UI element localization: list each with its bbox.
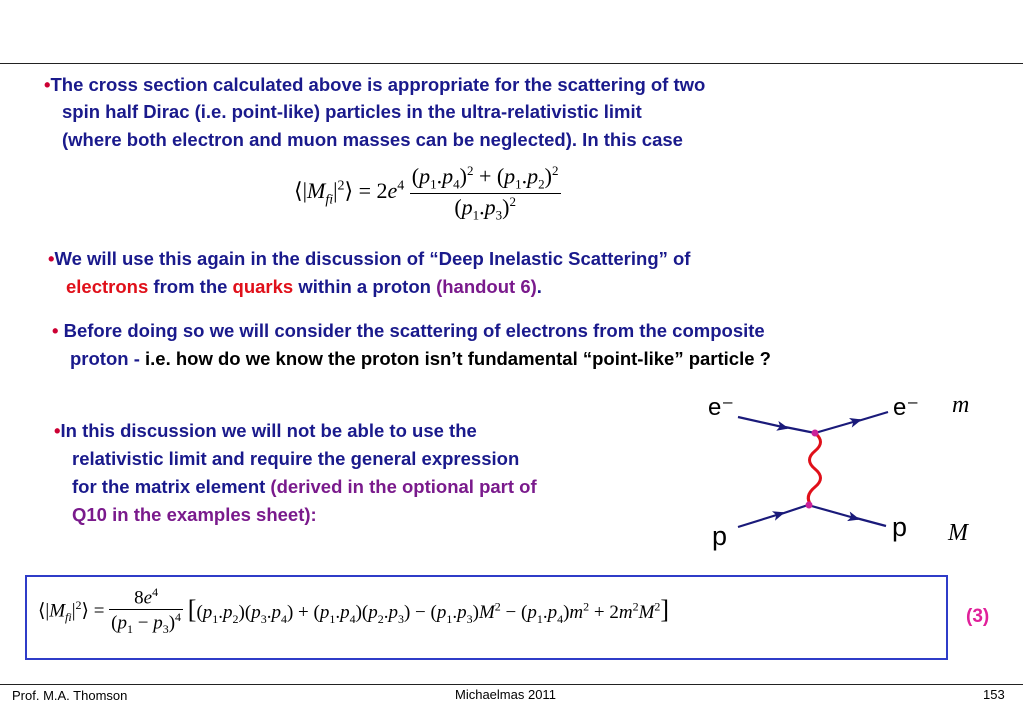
bullet4-line1: In this discussion we will not be able to use the bbox=[60, 420, 477, 441]
bullet-marker: • bbox=[48, 248, 55, 269]
incoming-electron-line bbox=[738, 417, 787, 428]
bullet-general-expression bbox=[54, 418, 477, 444]
bullet-composite-proton bbox=[52, 318, 765, 344]
bullet4-line2: relativistic limit and require the general expression bbox=[72, 448, 520, 469]
bullet-ultra-relativistic bbox=[44, 72, 705, 98]
incoming-proton-line-rest bbox=[781, 505, 808, 514]
label-e-out: e⁻ bbox=[893, 394, 920, 421]
outgoing-proton-line bbox=[808, 505, 858, 519]
label-mass-M: M bbox=[948, 520, 968, 546]
handout-ref: (handout 6) bbox=[436, 276, 537, 297]
label-mass-m: m bbox=[952, 392, 970, 418]
bullet1-line2: spin half Dirac (i.e. point-like) particles in the ultra-relativistic limit bbox=[62, 101, 642, 122]
bullet2-line2 bbox=[66, 274, 542, 300]
equation-massless-matrix-element: $⟨|M_{fi}|^2⟩ = 2e^4$ $\frac{(p_1.p_4)^2 + (p_1.p_2)^2}{(p_1.p_3)^2}$ bbox=[294, 163, 559, 223]
quarks-highlight: quarks bbox=[232, 276, 294, 297]
outgoing-proton-line-rest bbox=[856, 518, 886, 526]
bullet3-line2 bbox=[70, 346, 771, 372]
derived-ref: (derived in the optional part of bbox=[270, 476, 537, 497]
bullet4-line4: Q10 in the examples sheet): bbox=[72, 504, 317, 525]
electrons-highlight: electrons bbox=[66, 276, 149, 297]
bullet2-line1: We will use this again in the discussion of “Deep Inelastic Scattering” of bbox=[54, 248, 691, 269]
label-p-in: p bbox=[712, 521, 728, 551]
outgoing-electron-line bbox=[815, 420, 860, 433]
proton-text: proton - bbox=[70, 348, 146, 369]
period: . bbox=[536, 276, 542, 297]
bullet-marker: • bbox=[44, 74, 51, 95]
footer-author: Prof. M.A. Thomson bbox=[12, 688, 128, 703]
footer-page-number: 153 bbox=[983, 687, 1005, 702]
proton-vertex bbox=[806, 502, 813, 509]
bullet1-line1: The cross section calculated above is appropriate for the scattering of two bbox=[50, 74, 706, 95]
bullet4-line3 bbox=[72, 474, 537, 500]
question-text: i.e. how do we know the proton isn’t fundamental “point-like” particle ? bbox=[145, 348, 771, 369]
incoming-proton-line bbox=[738, 513, 783, 527]
bullet-deep-inelastic bbox=[48, 246, 690, 272]
electron-vertex bbox=[812, 430, 819, 437]
outgoing-electron-line-rest bbox=[858, 412, 888, 421]
footer-rule bbox=[0, 684, 1023, 685]
incoming-electron-line-rest bbox=[785, 427, 815, 433]
photon-propagator bbox=[808, 433, 820, 505]
within-text: within a proton bbox=[293, 276, 437, 297]
matrix-element-text: for the matrix element bbox=[72, 476, 271, 497]
bullet-marker: • bbox=[54, 420, 61, 441]
label-e-in: e⁻ bbox=[708, 394, 735, 421]
from-the-text: from the bbox=[148, 276, 233, 297]
bullet1-line3: (where both electron and muon masses can be neglected). In this case bbox=[62, 129, 683, 150]
equation-general-matrix-element: $⟨|M_{fi}|^2⟩$ = $\frac{8e^4}{(p_1 - p_3)^4}$ $[(p_1.p_2)(p_3.p_4) + (p_1.p_4)(p_2.p_3) - (p_1.p_3)M^2 - (p_1.p_4)m^2 + 2m^2M^2]$ bbox=[38, 585, 670, 637]
equation-number: (3) bbox=[966, 606, 990, 627]
footer-term: Michaelmas 2011 bbox=[455, 687, 556, 702]
label-p-out: p bbox=[892, 512, 908, 542]
bullet-marker: • bbox=[52, 320, 59, 341]
top-rule bbox=[0, 63, 1023, 64]
bullet3-line1: Before doing so we will consider the scattering of electrons from the composite bbox=[58, 320, 765, 341]
